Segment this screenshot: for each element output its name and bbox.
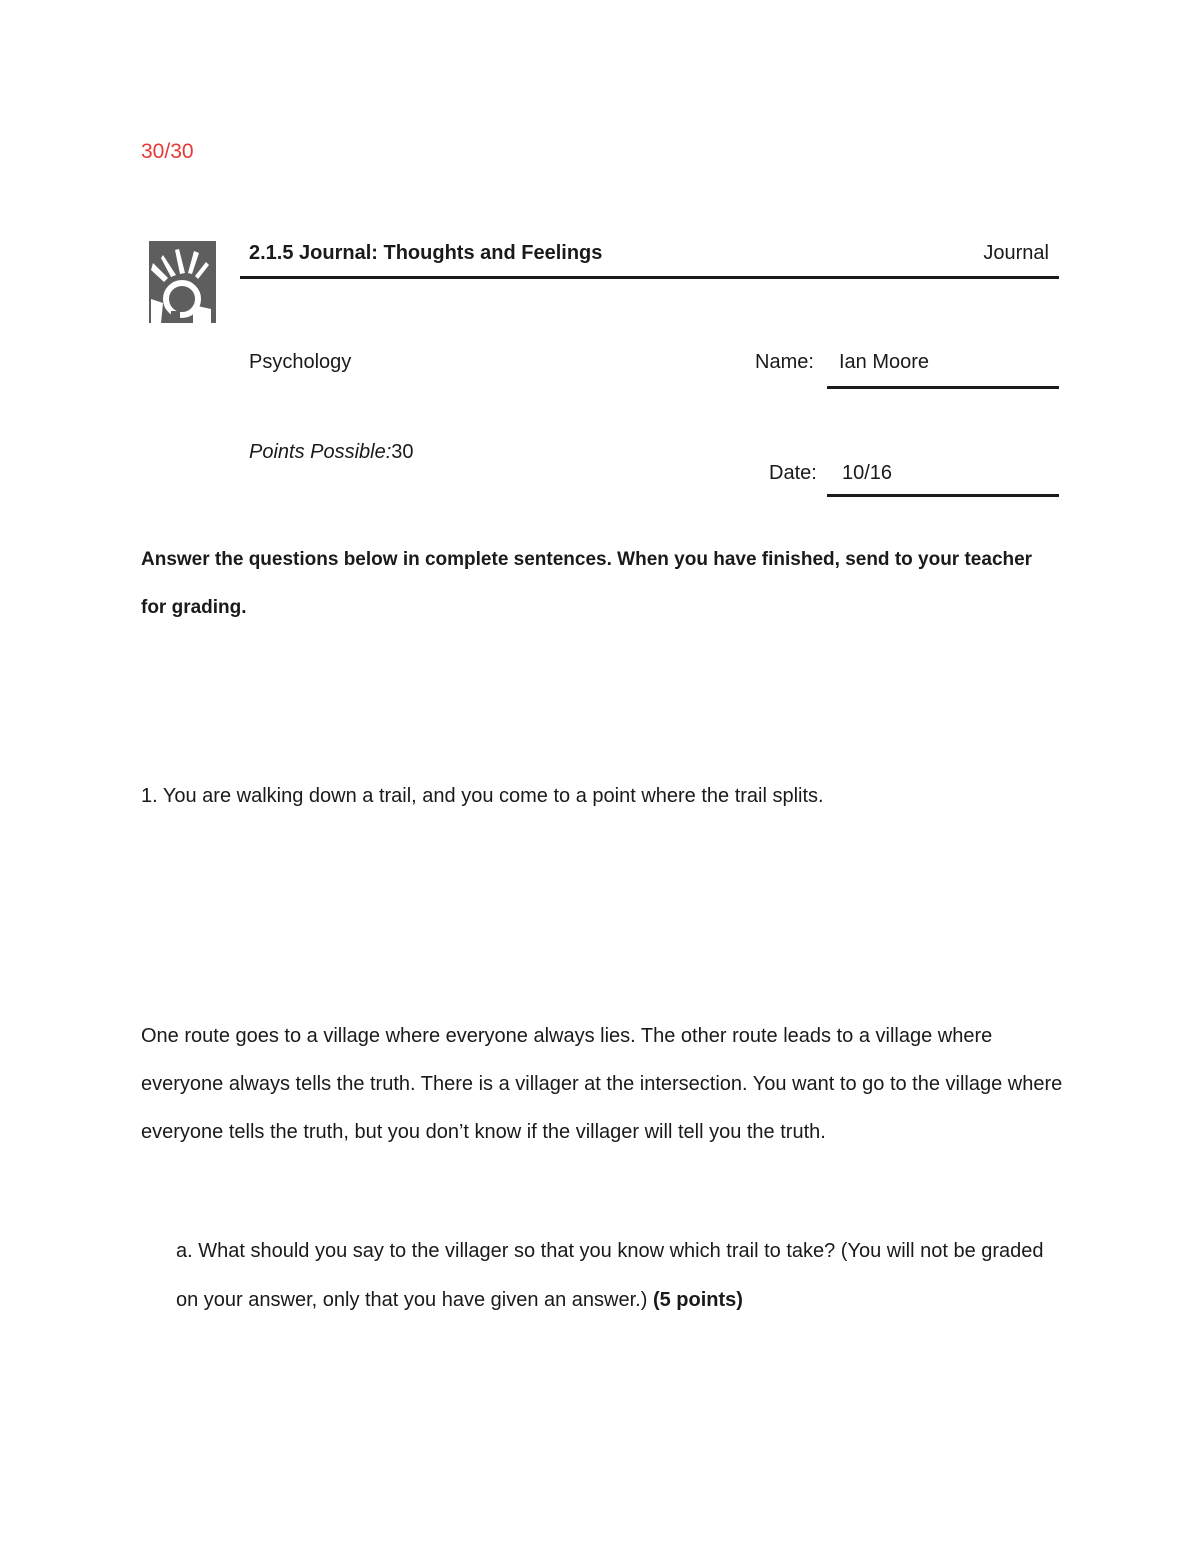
date-underline — [827, 494, 1059, 497]
question-1a-points: (5 points) — [652, 1289, 743, 1311]
assignment-type: Journal — [983, 242, 1049, 264]
question-1-scenario: One route goes to a village where everyone always lies. The other route leads to a village where everyone always tells the truth. There is a villager at the intersection. You want to go to the village where everyone tells the truth, but you don’t know if the villager will tell you the truth. — [141, 1025, 1063, 1143]
instructions: Answer the questions below in complete sentences. When you have finished, send to your teacher for grading. — [141, 549, 1033, 618]
name-label: Name: — [755, 351, 814, 373]
points-value: 30 — [391, 441, 414, 463]
date-label: Date: — [769, 462, 817, 484]
date-field[interactable]: 10/16 — [842, 462, 893, 484]
points-label: Points Possible: — [249, 441, 392, 463]
name-underline — [827, 386, 1059, 389]
question-1-prompt: 1. You are walking down a trail, and you come to a point where the trail splits. — [141, 785, 824, 807]
score: 30/30 — [141, 140, 194, 163]
subject: Psychology — [249, 351, 352, 373]
assignment-title: 2.1.5 Journal: Thoughts and Feelings — [249, 242, 603, 264]
name-field[interactable]: Ian Moore — [839, 351, 930, 373]
title-divider — [240, 276, 1059, 279]
question-1a-text: a. What should you say to the villager so that you know which trail to take? (You will not be graded on your answer, only that you have given an answer.) — [176, 1240, 1044, 1311]
question-1a — [176, 1227, 1056, 1325]
points-possible — [249, 441, 414, 464]
logo-icon — [149, 241, 216, 323]
